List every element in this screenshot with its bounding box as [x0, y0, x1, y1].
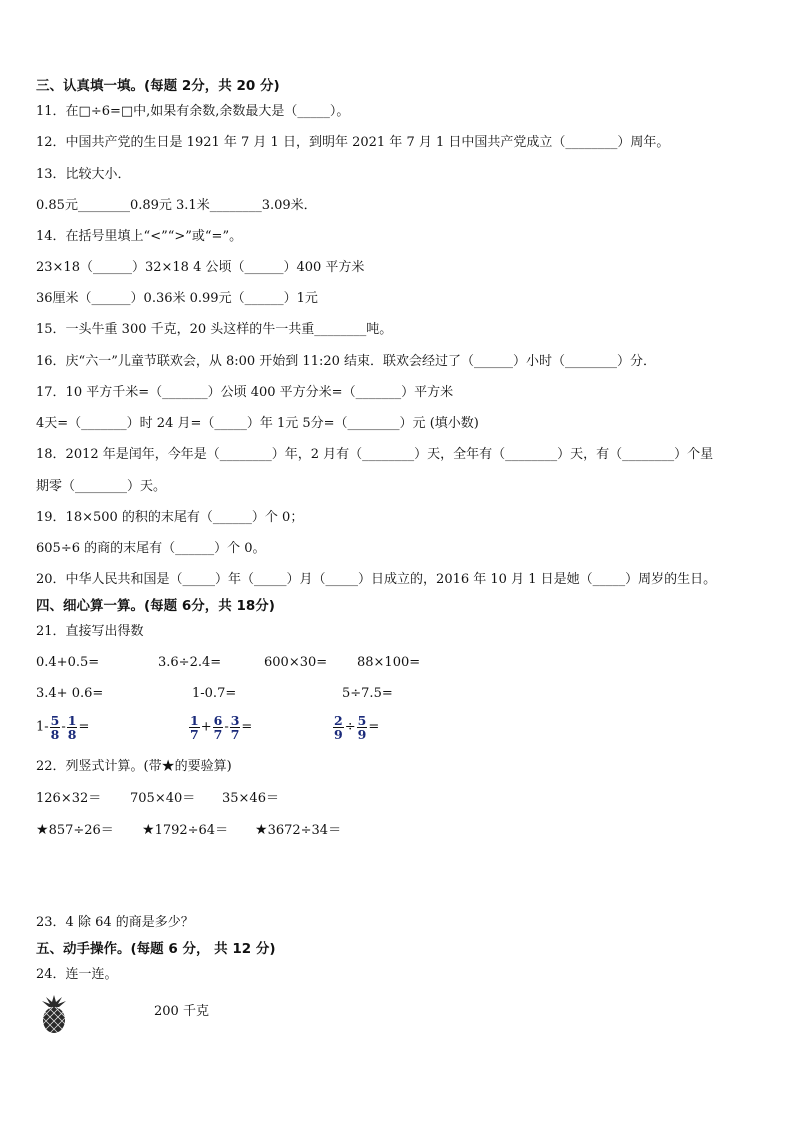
- denominator: 7: [190, 727, 199, 742]
- question-16: 16．庆“六一”儿童节联欢会，从 8:00 开始到 11:20 结束．联欢会经过了（______）小时（________）分．: [36, 354, 657, 369]
- question-18-line-2: 期零（________）天。: [36, 479, 167, 494]
- calc-item: 1-0.7=: [192, 686, 237, 701]
- equals-sign: =: [368, 719, 380, 735]
- calc-item: 0.4+0.5=: [36, 655, 100, 670]
- calc-item: 35×46＝: [222, 791, 279, 806]
- numerator: 5: [50, 713, 60, 728]
- numerator: 5: [357, 713, 367, 728]
- weight-label: 200 千克: [154, 1004, 209, 1019]
- numerator: 2: [334, 713, 343, 728]
- operator: -: [224, 719, 229, 735]
- fraction: [333, 714, 344, 741]
- question-23: 23．4 除 64 的商是多少？: [36, 915, 194, 930]
- question-18-line-1: 18．2012 年是闰年，今年是（________）年，2 月有（________）天，全年有（________）天，有（________）个星: [36, 447, 714, 462]
- operator: ÷: [344, 719, 356, 735]
- question-15: 15．一头牛重 300 千克，20 头这样的牛一共重________吨。: [36, 322, 393, 337]
- question-21: 21．直接写出得数: [36, 624, 144, 639]
- question-12: 12．中国共产党的生日是 1921 年 7 月 1 日，到明年 2021 年 7 月 1 日中国共产党成立（________）周年。: [36, 135, 670, 150]
- question-14: 14．在括号里填上“<”“>”或“=”。: [36, 229, 243, 244]
- fraction: [189, 714, 200, 741]
- calc-text: 857÷26＝: [48, 823, 114, 838]
- numerator: 1: [190, 713, 199, 728]
- question-19-line-1: 19．18×500 的积的末尾有（______）个 0；: [36, 510, 304, 525]
- question-24: 24．连一连。: [36, 967, 118, 982]
- calc-item: 88×100=: [357, 655, 421, 670]
- fraction: [67, 714, 78, 741]
- denominator: 8: [67, 727, 77, 742]
- question-13-compare: 0.85元________0.89元 3.1米________3.09米．: [36, 198, 317, 213]
- question-11: 11．在□÷6=□中,如果有余数,余数最大是（_____）。: [36, 104, 350, 119]
- question-20: 20．中华人民共和国是（_____）年（_____）月（_____）日成立的，2016 年 10 月 1 日是她（_____）周岁的生日。: [36, 572, 717, 587]
- calc-item: 5÷7.5=: [342, 686, 393, 701]
- fraction-expression-3: [332, 714, 379, 741]
- numerator: 3: [230, 713, 240, 728]
- denominator: 7: [230, 727, 240, 742]
- denominator: 7: [213, 727, 223, 742]
- calc-item: 600×30=: [264, 655, 328, 670]
- denominator: 9: [334, 727, 343, 742]
- denominator: 8: [50, 727, 60, 742]
- question-13: 13．比较大小．: [36, 167, 131, 182]
- calc-item: 705×40＝: [130, 791, 196, 806]
- fraction-expression-1: [36, 714, 89, 741]
- star-icon: ★: [255, 822, 268, 838]
- star-icon: ★: [142, 822, 155, 838]
- numerator: 1: [67, 713, 77, 728]
- operator: -: [61, 719, 66, 735]
- question-22: 22．列竖式计算。(带★的要验算): [36, 759, 232, 774]
- star-icon: ★: [36, 822, 49, 838]
- question-17-row-b: 4天=（_______）时 24 月=（_____）年 1元 5分=（________）元 (填小数): [36, 416, 479, 431]
- pineapple-icon: [38, 994, 70, 1034]
- question-14-row-a: 23×18（______）32×18 4 公顷（______）400 平方米: [36, 260, 365, 275]
- fraction: [213, 714, 224, 741]
- calc-text: 3672÷34＝: [267, 823, 342, 838]
- section-4-title: 四、细心算一算。(每题 6分，共 18分): [36, 598, 275, 614]
- section-3-title: 三、认真填一填。(每题 2分，共 20 分): [36, 78, 280, 94]
- question-17-row-a: 17．10 平方千米=（_______）公顷 400 平方分米=（_______）平方米: [36, 385, 454, 400]
- calc-item-verify: [142, 821, 228, 840]
- equals-sign: =: [78, 719, 90, 735]
- whole-number: 1-: [36, 719, 49, 735]
- calc-item: 126×32＝: [36, 791, 102, 806]
- fraction: [230, 714, 241, 741]
- denominator: 9: [357, 727, 367, 742]
- calc-item: 3.4+ 0.6=: [36, 686, 104, 701]
- question-14-row-b: 36厘米（______）0.36米 0.99元（______）1元: [36, 291, 318, 306]
- section-5-title: 五、动手操作。(每题 6 分， 共 12 分): [36, 941, 276, 957]
- calc-item-verify: [36, 821, 114, 840]
- calc-item: 3.6÷2.4=: [158, 655, 222, 670]
- equals-sign: =: [241, 719, 253, 735]
- calc-text: 1792÷64＝: [154, 823, 229, 838]
- fraction-expression-2: [188, 714, 252, 741]
- question-19-line-2: 605÷6 的商的末尾有（______）个 0。: [36, 541, 266, 556]
- calc-item-verify: [255, 821, 341, 840]
- numerator: 6: [213, 713, 223, 728]
- operator: +: [200, 719, 212, 735]
- fraction: [357, 714, 368, 741]
- fraction: [50, 714, 61, 741]
